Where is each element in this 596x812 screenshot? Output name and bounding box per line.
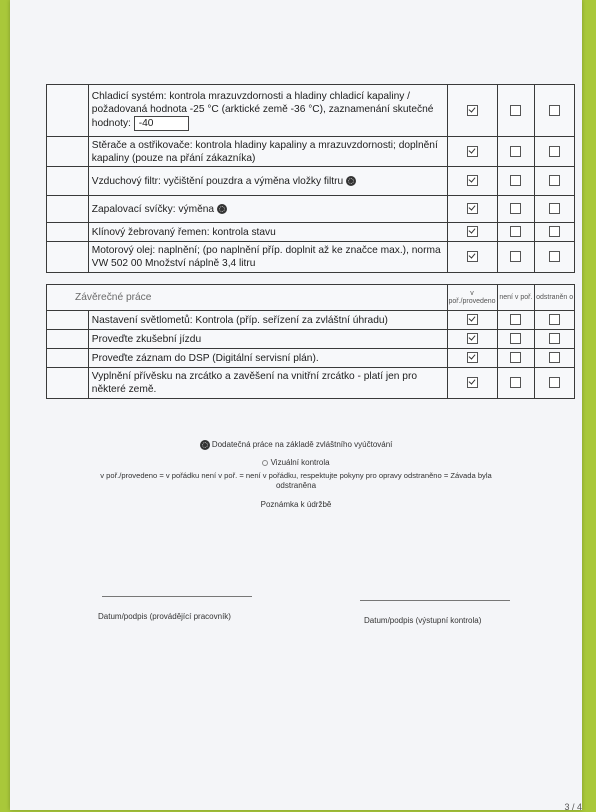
- table-row: [47, 311, 575, 330]
- checkbox-ok[interactable]: [467, 377, 478, 388]
- extra-work-icon: [346, 176, 356, 186]
- checkbox-not-ok[interactable]: [510, 226, 521, 237]
- visual-check-icon: [262, 460, 268, 466]
- table-row: [47, 137, 575, 167]
- checkbox-not-ok[interactable]: [510, 314, 521, 325]
- checkbox-fixed[interactable]: [549, 251, 560, 262]
- table-row: [47, 242, 575, 273]
- table-row: [47, 223, 575, 242]
- checkbox-ok[interactable]: [467, 203, 478, 214]
- col-fixed-header: odstraněn o: [535, 285, 575, 311]
- checkbox-not-ok[interactable]: [510, 146, 521, 157]
- checkbox-ok[interactable]: [467, 175, 478, 186]
- row-text: Nastavení světlometů: Kontrola (příp. seřízení za zvláštní úhradu): [88, 311, 447, 330]
- checkbox-not-ok[interactable]: [510, 251, 521, 262]
- row-text: Motorový olej: naplnění; (po naplnění příp. doplnit až ke značce max.), norma VW 502 00 Množství náplně 3,4 litru: [88, 242, 447, 273]
- checkbox-fixed[interactable]: [549, 226, 560, 237]
- signature-label-left: Datum/podpis (provádějící pracovník): [98, 612, 231, 621]
- final-work-table: [46, 284, 575, 399]
- maintenance-table: [46, 84, 575, 273]
- checkbox-not-ok[interactable]: [510, 105, 521, 116]
- page-number: 3 / 4: [564, 802, 582, 812]
- checkbox-ok[interactable]: [467, 226, 478, 237]
- col-not-ok-header: není v poř.: [497, 285, 535, 311]
- row-text: Chladicí systém: kontrola mrazuvzdornosti a hladiny chladicí kapaliny / požadovaná hodnota -25 °C (arktické země -36 °C), zaznamenání skutečné hodnoty: -40: [88, 85, 447, 137]
- row-text: Zapalovací svíčky: výměna: [88, 196, 447, 223]
- legend-extra: Dodatečná práce na základě zvláštního vyúčtování: [10, 440, 582, 450]
- table-row: [47, 349, 575, 368]
- row-text: Proveďte zkušební jízdu: [88, 330, 447, 349]
- checkbox-fixed[interactable]: [549, 377, 560, 388]
- legend-explanation-cont: odstraněna: [275, 481, 317, 490]
- checkbox-ok[interactable]: [467, 105, 478, 116]
- checkbox-fixed[interactable]: [549, 105, 560, 116]
- checkbox-ok[interactable]: [467, 352, 478, 363]
- checkbox-not-ok[interactable]: [510, 333, 521, 344]
- table-row: [47, 330, 575, 349]
- signature-line-left: [102, 596, 252, 597]
- checkbox-not-ok[interactable]: [510, 175, 521, 186]
- checkbox-ok[interactable]: [467, 333, 478, 344]
- checkbox-not-ok[interactable]: [510, 377, 521, 388]
- signature-label-right: Datum/podpis (výstupní kontrola): [364, 616, 482, 625]
- checkbox-fixed[interactable]: [549, 314, 560, 325]
- row-text: Klínový žebrovaný řemen: kontrola stavu: [88, 223, 447, 242]
- checkbox-ok[interactable]: [467, 146, 478, 157]
- table-row: [47, 167, 575, 196]
- checkbox-not-ok[interactable]: [510, 203, 521, 214]
- row-text: Proveďte záznam do DSP (Digitální servisní plán).: [88, 349, 447, 368]
- table-row: [47, 85, 575, 137]
- signature-line-right: [360, 600, 510, 601]
- checkbox-ok[interactable]: [467, 314, 478, 325]
- checkbox-fixed[interactable]: [549, 352, 560, 363]
- col-ok-header: v poř./provedeno: [447, 285, 497, 311]
- legend-visual: Vizuální kontrola: [10, 458, 582, 467]
- row-text: Vzduchový filtr: vyčištění pouzdra a výměna vložky filtru: [88, 167, 447, 196]
- maintenance-note-label: Poznámka k údržbě: [260, 500, 332, 509]
- checkbox-fixed[interactable]: [549, 333, 560, 344]
- row-text: Vyplnění přívěsku na zrcátko a zavěšení na vnitřní zrcátko - platí jen pro některé země.: [88, 368, 447, 399]
- row-text: Stěrače a ostřikovače: kontrola hladiny kapaliny a mrazuvzdornosti; doplnění kapaliny (pouze na přání zákazníka): [88, 137, 447, 167]
- checkbox-ok[interactable]: [467, 251, 478, 262]
- value-field[interactable]: -40: [134, 116, 189, 131]
- table-row: [47, 196, 575, 223]
- section-title: Závěrečné práce: [47, 285, 448, 311]
- extra-work-icon: [217, 204, 227, 214]
- checkbox-fixed[interactable]: [549, 146, 560, 157]
- checkbox-not-ok[interactable]: [510, 352, 521, 363]
- legend-explanation: v poř./provedeno = v pořádku není v poř. = není v pořádku, respektujte pokyny pro opravy odstraněno = Závada byla: [100, 471, 492, 480]
- checkbox-fixed[interactable]: [549, 203, 560, 214]
- checkbox-fixed[interactable]: [549, 175, 560, 186]
- table-row: [47, 368, 575, 399]
- extra-work-icon: [200, 440, 210, 450]
- table-header: [47, 285, 575, 311]
